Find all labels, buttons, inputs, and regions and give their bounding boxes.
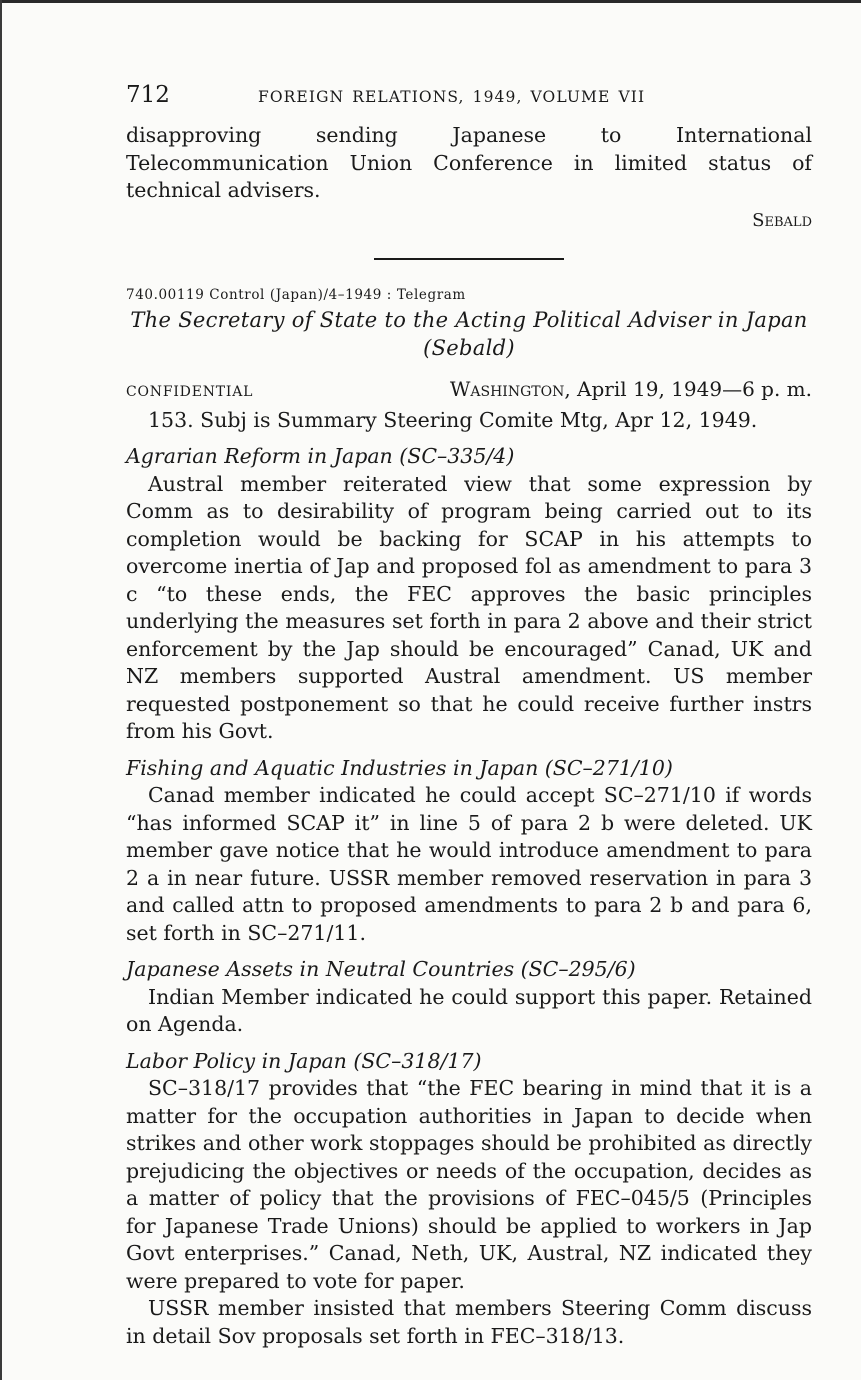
paragraph-labor-1: SC–318/17 provides that “the FEC bearing in mind that it is a matter for the occupation authorities in Japan to decide when strikes and other work stoppages should be prohibited as directly prejudicing the objectives or needs of the occupation, decides as a matter of policy that the provisions of FEC–045/5 (Principles for Japanese Trade Unions) should be applied to workers in Jap Govt enterprises.” Canad, Neth, UK, Austral, NZ indicated they were prepared to vote for paper.: [126, 1076, 812, 1293]
paragraph-fishing: Canad member indicated he could accept SC–271/10 if words “has informed SCAP it” in line 5 of para 2 b were deleted. UK member gave notice that he would introduce amendment to para 2 a in near future. USSR member removed reservation in para 3 and called attn to proposed amendments to para 2 b and para 6, set forth in SC–271/11.: [126, 783, 812, 945]
section-divider: [374, 258, 564, 260]
title-line-2: (Sebald): [423, 336, 515, 360]
dateline-city: Washington,: [449, 377, 571, 401]
document-title: [126, 306, 812, 362]
running-title: FOREIGN RELATIONS, 1949, VOLUME VII: [258, 88, 646, 106]
dateline: [126, 376, 812, 407]
document-page: [126, 82, 812, 1350]
dateline-date: April 19, 1949—6 p. m.: [577, 377, 812, 401]
page-number: 712: [126, 82, 170, 108]
file-reference: 740.00119 Control (Japan)/4–1949 : Telegram: [126, 287, 466, 303]
paragraph-labor-2: USSR member insisted that members Steering Comm discuss in detail Sov proposals set forth in FEC–318/13.: [126, 1296, 812, 1348]
paragraph-agrarian: Austral member reiterated view that some expression by Comm as to desirability of program being carried out to its completion would be backing for SCAP in his attempts to overcome inertia of Jap and proposed fol as amendment to para 3 c “to these ends, the FEC approves the basic principles underlying the measures set forth in para 2 above and their strict enforcement by the Jap should be encouraged” Canad, UK and NZ members supported Austral amendment. US member requested postponement so that he could receive further instrs from his Govt.: [126, 471, 812, 743]
opening-line: 153. Subj is Summary Steering Comite Mtg, Apr 12, 1949.: [148, 407, 758, 432]
carryover-paragraph: disapproving sending Japanese to International Telecommunication Union Conference in limited status of technical advisers.: [126, 123, 812, 202]
section-heading-fishing: Fishing and Aquatic Industries in Japan (SC–271/10): [126, 755, 673, 780]
paragraph-assets: Indian Member indicated he could support this paper. Retained on Agenda.: [126, 984, 812, 1036]
section-heading-labor: Labor Policy in Japan (SC–318/17): [126, 1048, 482, 1073]
page-header: [126, 82, 812, 122]
scan-edge-top: [0, 0, 861, 3]
signature: Sebald: [752, 209, 812, 231]
place-and-date: [450, 376, 812, 404]
classification-label: CONFIDENTIAL: [126, 384, 254, 400]
section-heading-assets: Japanese Assets in Neutral Countries (SC–295/6): [126, 957, 636, 981]
section-heading-agrarian: Agrarian Reform in Japan (SC–335/4): [126, 444, 515, 468]
title-line-1: The Secretary of State to the Acting Political Adviser in Japan: [130, 308, 808, 332]
scan-edge-left: [0, 0, 2, 1380]
